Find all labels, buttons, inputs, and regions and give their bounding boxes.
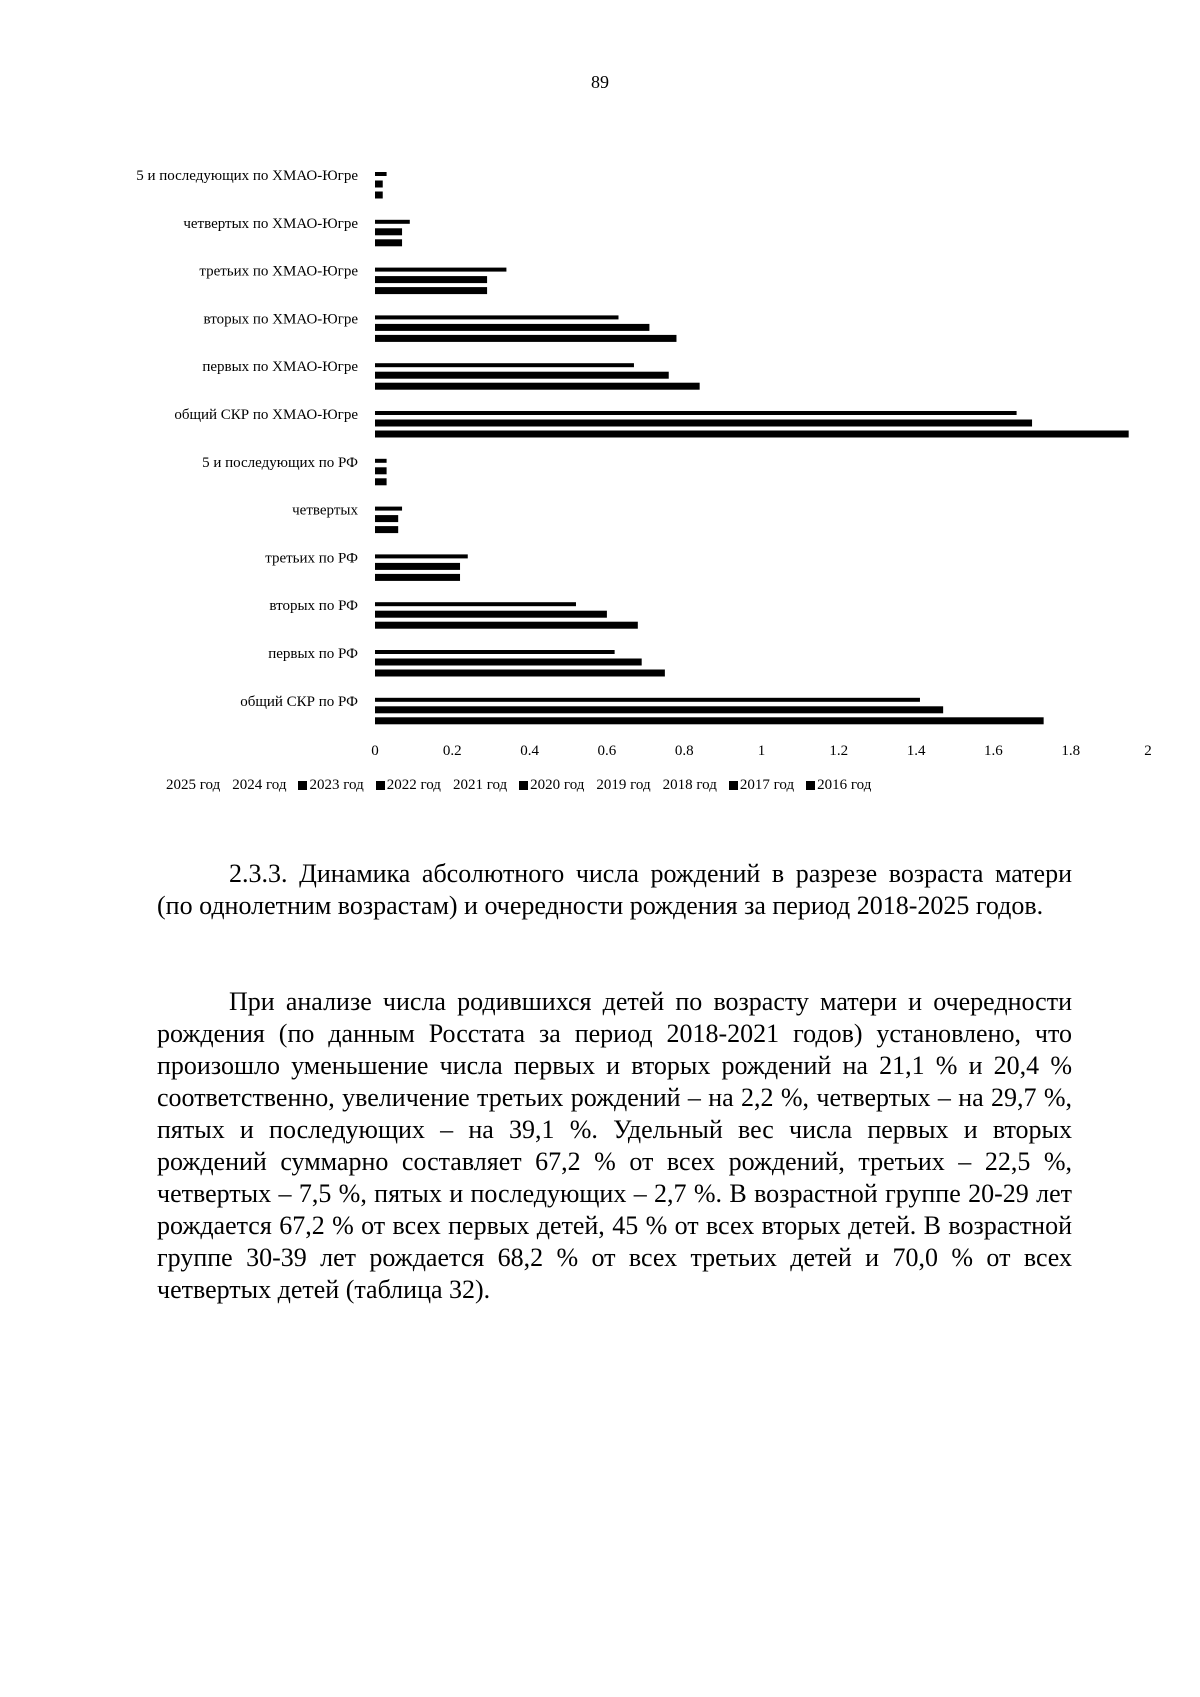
legend-item bbox=[298, 777, 363, 794]
legend-label: 2023 год bbox=[309, 777, 364, 793]
bar bbox=[375, 420, 1032, 427]
bar bbox=[375, 411, 1017, 415]
x-tick-labels bbox=[371, 743, 1152, 759]
category-label: 5 и последующих по ХМАО-Югре bbox=[136, 168, 358, 184]
category-label: общий СКР по ХМАО-Югре bbox=[174, 407, 358, 423]
legend-label: 2018 год bbox=[662, 777, 717, 793]
bar bbox=[375, 698, 920, 702]
bar bbox=[375, 192, 383, 199]
x-tick-label: 0.2 bbox=[442, 743, 462, 759]
bar bbox=[375, 287, 487, 294]
bar bbox=[375, 228, 402, 235]
category-label: общий СКР по РФ bbox=[240, 693, 358, 710]
bar bbox=[375, 659, 642, 666]
legend-item bbox=[232, 777, 286, 794]
category-label: первых по ХМАО-Югре bbox=[202, 359, 358, 376]
category-label: 5 и последующих по РФ bbox=[202, 454, 358, 471]
legend-label: 2020 год bbox=[530, 777, 585, 793]
legend-label: 2021 год bbox=[452, 777, 508, 793]
x-tick-label: 0 bbox=[371, 743, 379, 759]
category-label: четвертых bbox=[292, 502, 358, 519]
x-tick-label: 0.8 bbox=[674, 743, 694, 759]
bar bbox=[375, 611, 607, 618]
bar bbox=[375, 335, 676, 342]
x-tick-label: 0.6 bbox=[597, 743, 617, 759]
bar bbox=[375, 467, 387, 474]
bar bbox=[375, 602, 576, 606]
bar bbox=[375, 268, 506, 272]
x-tick-label: 1.4 bbox=[906, 743, 926, 759]
legend-label: 2025 год bbox=[166, 777, 221, 793]
legend-item bbox=[453, 777, 507, 794]
bar bbox=[375, 276, 487, 283]
x-tick-label: 0.4 bbox=[520, 743, 539, 759]
bar bbox=[375, 706, 943, 713]
bar bbox=[375, 670, 665, 677]
bar bbox=[375, 574, 460, 581]
bar bbox=[375, 507, 402, 511]
legend-item bbox=[596, 777, 650, 794]
bar bbox=[375, 478, 387, 485]
page-number: 89 bbox=[591, 72, 609, 92]
category-label: вторых по РФ bbox=[269, 598, 358, 615]
bar bbox=[375, 563, 460, 570]
bar-chart bbox=[0, 150, 1200, 770]
bar bbox=[375, 239, 402, 246]
x-tick-label: 1.2 bbox=[829, 743, 849, 759]
legend-item bbox=[519, 777, 584, 794]
bar bbox=[375, 459, 387, 463]
legend-label: 2022 год bbox=[386, 777, 441, 793]
legend-item bbox=[806, 777, 871, 794]
legend-item bbox=[166, 777, 220, 794]
chart-legend bbox=[166, 777, 1066, 794]
x-tick-label: 1 bbox=[757, 743, 766, 759]
legend-label: 2016 год bbox=[817, 777, 872, 793]
legend-swatch bbox=[729, 781, 738, 790]
x-tick-label: 1.6 bbox=[984, 743, 1003, 759]
category-label: четвертых по ХМАО-Югре bbox=[183, 215, 358, 232]
legend-swatch bbox=[519, 781, 528, 790]
x-tick-label: 2 bbox=[1144, 743, 1152, 759]
bar bbox=[375, 172, 387, 176]
x-tick-label: 1.8 bbox=[1061, 743, 1081, 759]
legend-label: 2017 год bbox=[739, 777, 795, 793]
category-label: вторых по ХМАО-Югре bbox=[203, 311, 358, 328]
bar bbox=[375, 622, 638, 629]
bar bbox=[375, 220, 410, 224]
bar bbox=[375, 515, 398, 522]
bar bbox=[375, 431, 1129, 438]
category-label: третьих по ХМАО-Югре bbox=[199, 263, 358, 280]
bars-layer bbox=[375, 172, 1129, 724]
legend-item bbox=[376, 777, 441, 794]
bar bbox=[375, 554, 468, 558]
category-labels bbox=[136, 168, 358, 710]
bar bbox=[375, 324, 649, 331]
legend-item bbox=[663, 777, 717, 794]
bar bbox=[375, 717, 1044, 724]
legend-label: 2024 год bbox=[232, 777, 287, 793]
bar bbox=[375, 363, 634, 367]
bar bbox=[375, 526, 398, 533]
section-heading: 2.3.3. Динамика абсолютного числа рождений в разрезе возраста матери (по однолетним возрастам) и очередности рождения за период 2018-2025 годов. bbox=[157, 859, 1072, 920]
category-label: третьих по РФ bbox=[265, 550, 358, 567]
legend-item bbox=[729, 777, 794, 794]
bar bbox=[375, 315, 618, 319]
body-paragraph: При анализе числа родившихся детей по возрасту матери и очередности рождения (по данным Росстата за период 2018-2021 годов) установлено, что произошло уменьшение числа первых и вторых рождений на 21,1 % и 20,4 % соответственно, увеличение третьих рождений – на 2,2 %, четвертых – на 29,7 %, пятых и последующих – на 39,1 %. Удельный вес числа первых и вторых рождений суммарно составляет 67,2 % от всех рождений, третьих – 22,5 %, четвертых – 7,5 %, пятых и последующих – 2,7 %. В возрастной группе 20-29 лет рождается 67,2 % от всех первых детей, 45 % от всех вторых детей. В возрастной группе 30-39 лет рождается 68,2 % от всех третьих детей и 70,0 % от всех четвертых детей (таблица 32). bbox=[157, 987, 1072, 1304]
legend-label: 2019 год bbox=[596, 777, 651, 793]
bar bbox=[375, 181, 383, 188]
legend-swatch bbox=[298, 781, 307, 790]
bar bbox=[375, 372, 669, 379]
legend-swatch bbox=[806, 781, 815, 790]
bar bbox=[375, 650, 615, 654]
legend-swatch bbox=[376, 781, 385, 790]
category-label: первых по РФ bbox=[268, 646, 358, 662]
bar bbox=[375, 383, 700, 390]
